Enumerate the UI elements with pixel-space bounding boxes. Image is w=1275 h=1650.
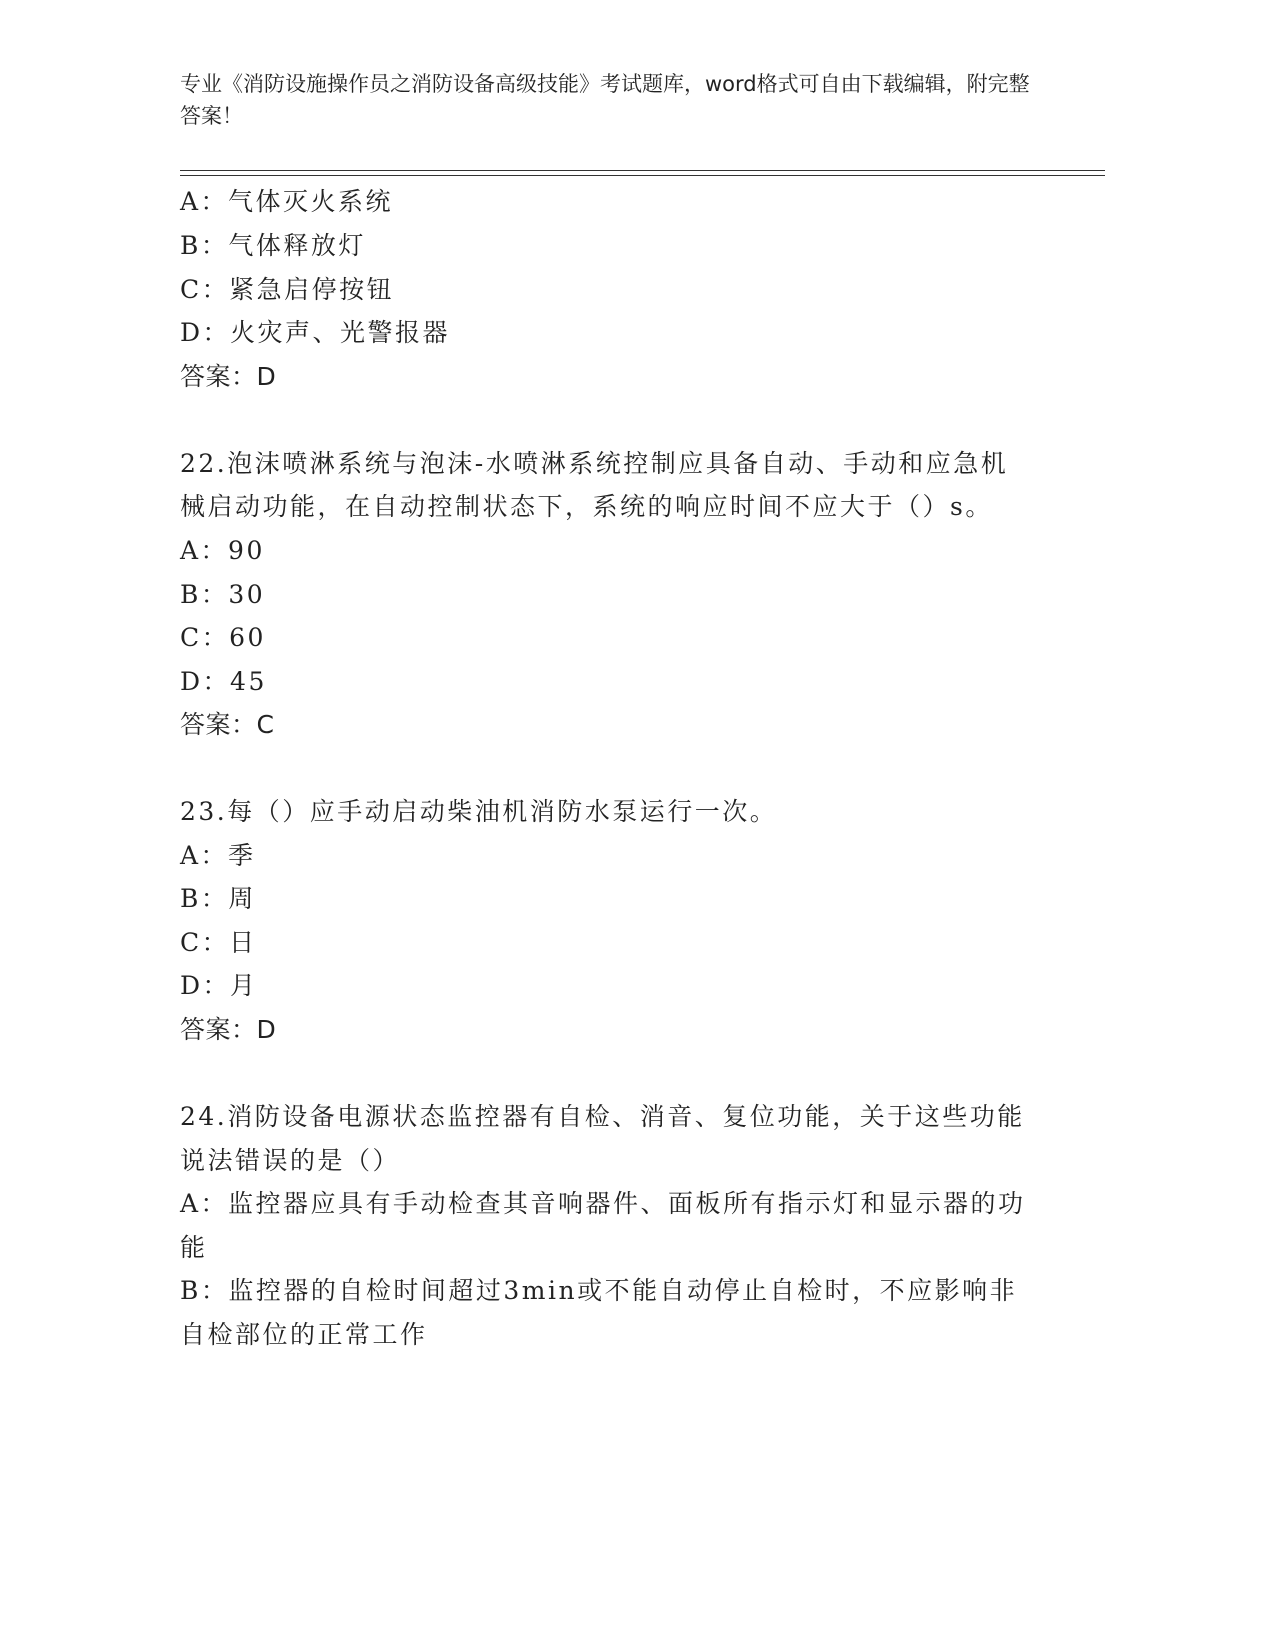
q23-option-d: D：月 xyxy=(180,971,258,1000)
q21-option-d: D：火灾声、光警报器 xyxy=(180,318,451,347)
q21-option-c: C：紧急启停按钮 xyxy=(180,275,395,304)
header-rule-top xyxy=(180,170,1105,171)
q24-option-a-line-1: A：监控器应具有手动检查其音响器件、面板所有指示灯和显示器的功 xyxy=(180,1189,1026,1218)
q24-stem-line-1: 24.消防设备电源状态监控器有自检、消音、复位功能，关于这些功能 xyxy=(180,1102,1025,1131)
q23-option-a: A：季 xyxy=(180,841,256,870)
q22-option-a: A：90 xyxy=(180,536,265,565)
q24-option-a-line-2: 能 xyxy=(180,1233,208,1262)
q23-stem-line-1: 23.每（）应手动启动柴油机消防水泵运行一次。 xyxy=(180,797,778,826)
header-rule-bottom xyxy=(180,175,1105,176)
q21-option-a: A：气体灭火系统 xyxy=(180,187,394,216)
q22-option-c: C：60 xyxy=(180,623,266,652)
q24-option-b-line-1: B：监控器的自检时间超过3min或不能自动停止自检时，不应影响非 xyxy=(180,1276,1018,1305)
document-header: 专业《消防设施操作员之消防设备高级技能》考试题库，word格式可自由下载编辑，附完整答案！ xyxy=(180,72,1030,128)
q21-option-b: B：气体释放灯 xyxy=(180,231,366,260)
q21-answer: 答案：D xyxy=(180,362,277,391)
q22-option-b: B：30 xyxy=(180,580,266,609)
q23-option-b: B：周 xyxy=(180,884,256,913)
q23-option-c: C：日 xyxy=(180,928,257,957)
q22-option-d: D：45 xyxy=(180,667,267,696)
q22-answer: 答案：C xyxy=(180,710,275,739)
q22-stem-line-2: 械启动功能，在自动控制状态下，系统的响应时间不应大于（）s。 xyxy=(180,492,993,521)
q24-option-b-line-2: 自检部位的正常工作 xyxy=(180,1320,428,1349)
q24-stem-line-2: 说法错误的是（） xyxy=(180,1146,401,1175)
q23-answer: 答案：D xyxy=(180,1015,277,1044)
q22-stem-line-1: 22.泡沫喷淋系统与泡沫-水喷淋系统控制应具备自动、手动和应急机 xyxy=(180,449,1009,478)
